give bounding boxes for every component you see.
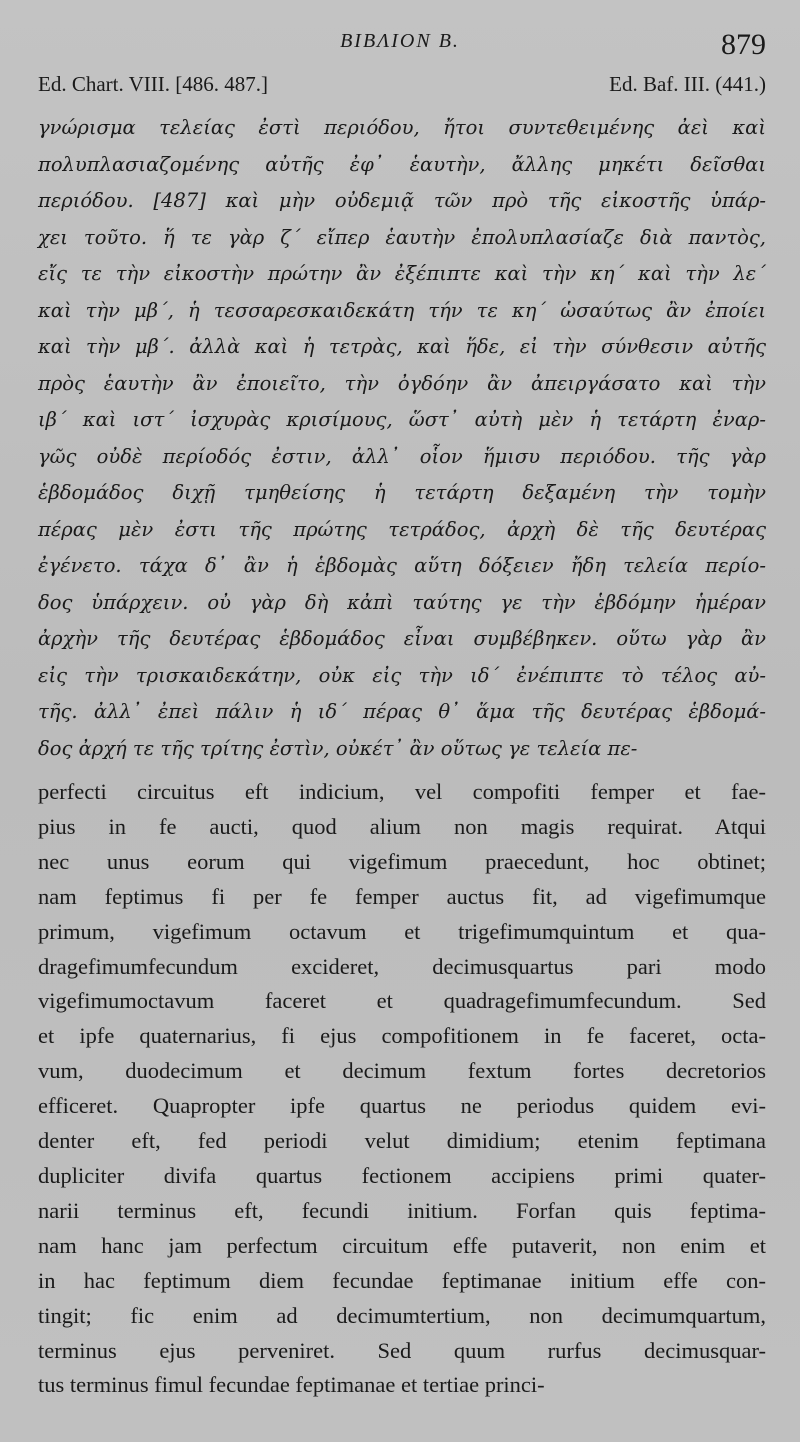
greek-text-block bbox=[38, 110, 766, 767]
latin-translation-block bbox=[38, 775, 766, 1403]
latin-text-line: nec unus eorum qui vigefimum praecedunt, hoc obtinet; bbox=[38, 848, 766, 874]
greek-text-line: τῆς. ἀλλ᾽ ἐπεὶ πάλιν ἡ ιδ΄ πέρας θ᾽ ἅμα τῆς δευτέρας ἑβδομά- bbox=[38, 700, 766, 723]
greek-text-line: ἐγένετο. τάχα δ᾽ ἂν ἡ ἑβδομὰς αὕτη δόξειεν ἤδη τελεία περίο- bbox=[38, 554, 766, 577]
running-title: BIBΛΙΟΝ B. bbox=[340, 30, 460, 52]
latin-text-line: narii terminus eft, fecundi initium. Forfan quis feptima- bbox=[38, 1197, 766, 1223]
latin-text-line: in hac feptimum diem fecundae feptimanae initium effe con- bbox=[38, 1267, 766, 1293]
greek-text-line: ιβ΄ καὶ ιστ΄ ἰσχυρὰς κρισίμους, ὥστ᾽ αὐτὴ μὲν ἡ τετάρτη ἐναρ- bbox=[38, 408, 766, 431]
greek-text-line: γῶς οὐδὲ περίοδός ἐστιν, ἀλλ᾽ οἷον ἥμισυ περιόδου. τῆς γὰρ bbox=[38, 444, 766, 468]
edition-reference-left: Ed. Chart. VIII. [486. 487.] bbox=[38, 72, 268, 96]
greek-text-line: γνώρισμα τελείας ἐστὶ περιόδου, ἤτοι συντεθειμένης ἀεὶ καὶ bbox=[38, 116, 766, 139]
latin-text-line: dupliciter divifa quartus fectionem accipiens primi quater- bbox=[38, 1162, 766, 1188]
greek-text-line: ἑβδομάδος διχῇ τμηθείσης ἡ τετάρτη δεξαμένη τὴν τομὴν bbox=[38, 481, 766, 504]
latin-text-line: denter eft, fed periodi velut dimidium; etenim feptimana bbox=[38, 1128, 766, 1154]
latin-text-line: dragefimumfecundum excideret, decimusquartus pari modo bbox=[38, 953, 766, 979]
latin-text-line: nam hanc jam perfectum circuitum effe putaverit, non enim et bbox=[38, 1232, 766, 1258]
edition-reference-right: Ed. Baf. III. (441.) bbox=[609, 72, 766, 96]
greek-text-line: πολυπλασιαζομένης αὐτῆς ἐφ᾽ ἑαυτὴν, ἄλλης μηκέτι δεῖσθαι bbox=[38, 152, 766, 176]
latin-text-line: pius in fe aucti, quod alium non magis requirat. Atqui bbox=[38, 813, 766, 839]
latin-text-line: efficeret. Quapropter ipfe quartus ne periodus quidem evi- bbox=[38, 1093, 766, 1119]
latin-text-line: perfecti circuitus eft indicium, vel compofiti femper et fae- bbox=[38, 779, 766, 804]
greek-text-line: περιόδου. [487] καὶ μὴν οὐδεμιᾷ τῶν πρὸ τῆς εἰκοστῆς ὑπάρ- bbox=[38, 189, 766, 212]
greek-text-line: πρὸς ἑαυτὴν ἂν ἐποιεῖτο, τὴν ὀγδόην ἂν ἀπειργάσατο καὶ τὴν bbox=[38, 371, 766, 395]
latin-text-line: et ipfe quaternarius, fi ejus compofitionem in fe faceret, octa- bbox=[38, 1023, 766, 1049]
edition-references bbox=[38, 72, 766, 97]
latin-text-line: tus terminus fimul fecundae feptimanae et tertiae princi- bbox=[38, 1372, 545, 1398]
latin-text-line: nam feptimus fi per fe femper auctus fit, ad vigefimumque bbox=[38, 883, 766, 909]
page-number: 879 bbox=[721, 28, 766, 61]
latin-text-line: terminus ejus perveniret. Sed quum rurfus decimusquar- bbox=[38, 1337, 766, 1363]
latin-text-line: vigefimumoctavum faceret et quadragefimumfecundum. Sed bbox=[38, 988, 766, 1014]
latin-text-line: vum, duodecimum et decimum fextum fortes decretorios bbox=[38, 1058, 766, 1084]
greek-text-line: καὶ τὴν μβ΄. ἀλλὰ καὶ ἡ τετρὰς, καὶ ἥδε, εἰ τὴν σύνθεσιν αὐτῆς bbox=[38, 335, 766, 358]
greek-text-line: δος ὑπάρχειν. οὐ γὰρ δὴ κἀπὶ ταύτης γε τὴν ἑβδόμην ἡμέραν bbox=[38, 590, 766, 614]
latin-text-line: tingit; fic enim ad decimumtertium, non decimumquartum, bbox=[38, 1302, 766, 1328]
greek-text-line: ἀρχὴν τῆς δευτέρας ἑβδομάδος εἶναι συμβέβηκεν. οὕτω γὰρ ἂν bbox=[38, 627, 766, 650]
greek-text-line: δος ἀρχή τε τῆς τρίτης ἐστὶν, οὐκέτ᾽ ἂν οὕτως γε τελεία πε- bbox=[38, 736, 638, 760]
greek-text-line: καὶ τὴν μβ΄, ἡ τεσσαρεσκαιδεκάτη τήν τε κη΄ ὡσαύτως ἂν ἐποίει bbox=[38, 298, 766, 322]
latin-text-line: primum, vigefimum octavum et trigefimumquintum et qua- bbox=[38, 918, 766, 944]
greek-text-line: εἰς τὴν τρισκαιδεκάτην, οὐκ εἰς τὴν ιδ΄ ἐνέπιπτε τὸ τέλος αὐ- bbox=[38, 663, 766, 687]
greek-text-line: πέρας μὲν ἐστι τῆς πρώτης τετράδος, ἀρχὴ δὲ τῆς δευτέρας bbox=[38, 517, 766, 541]
greek-text-line: εἴς τε τὴν εἰκοστὴν πρώτην ἂν ἐξέπιπτε καὶ τὴν κη΄ καὶ τὴν λε΄ bbox=[38, 262, 766, 285]
greek-text-line: χει τοῦτο. ἥ τε γὰρ ζ΄ εἴπερ ἑαυτὴν ἐπολυπλασίαζε διὰ παντὸς, bbox=[38, 225, 766, 249]
